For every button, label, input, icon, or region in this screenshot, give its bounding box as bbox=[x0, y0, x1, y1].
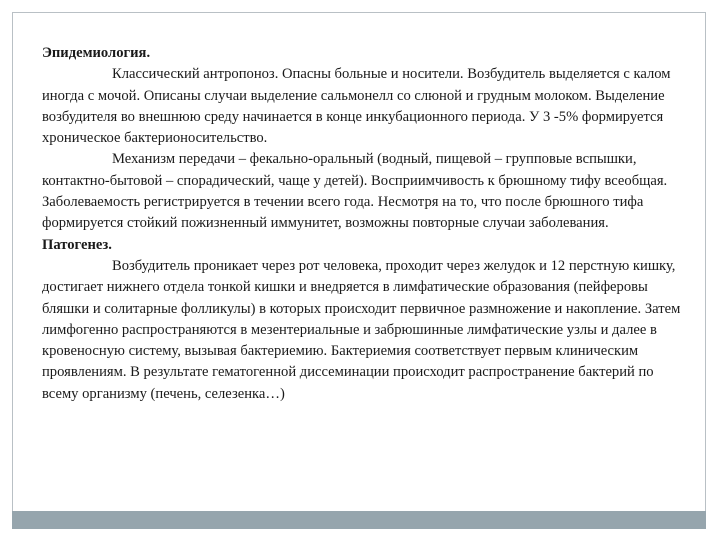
slide-bottom-bar bbox=[12, 511, 706, 529]
section-heading-epidemiology: Эпидемиология. bbox=[42, 45, 151, 61]
paragraph-pathogenesis: Возбудитель проникает через рот человека, проходит через желудок и 12 перстную кишку, достигает нижнего отдела тонкой кишки и внедряется в лимфатические образования (пейферовы бляшки и солитарные фолликулы) в которых происходит первичное размножение и накопление. Затем лимфогенно распространяются в мезентериальные и забрюшинные лимфатические узлы и далее в кровеносную систему, вызывая бактериемию. Бактериемия соответствует первым клиническим проявлениям. В результате гематогенной диссеминации происходит распространение бактерий по всему организму (печень, селезенка…) bbox=[42, 257, 681, 402]
section-heading-pathogenesis: Патогенез. bbox=[42, 236, 112, 253]
paragraph-transmission-mechanism: Механизм передачи – фекально-оральный (водный, пищевой – групповые вспышки, контактно-бытовой – спорадический, чаще у детей). Восприимчивость к брюшному тифу всеобщая. Заболеваемость регистрируется в течении всего года. Несмотря на то, что после брюшного тифа формируется стойкий пожизненный иммунитет, возможны повторные случаи заболевания. bbox=[42, 151, 668, 232]
document-body bbox=[42, 43, 688, 405]
paragraph-epidemiology-source: Классический антропоноз. Опасны больные и носители. Возбудитель выделяется с калом иногда с мочой. Описаны случаи выделение сальмонелл со слюной и грудным молоком. Выделение возбудителя во внешнюю среду начинается в конце инкубационного периода. У 3 -5% формируется хроническое бактерионосительство. bbox=[42, 66, 671, 147]
